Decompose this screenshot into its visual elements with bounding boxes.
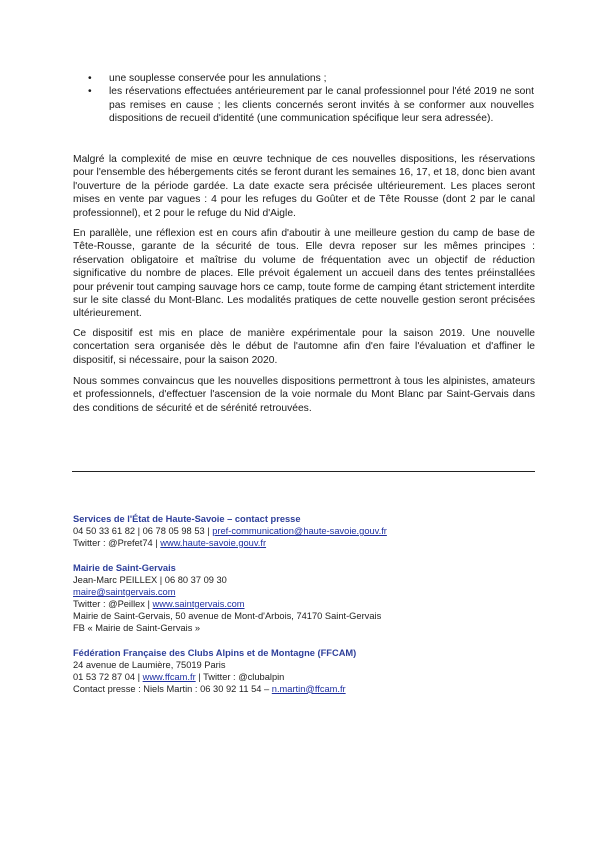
- bullet-text: une souplesse conservée pour les annulations ;: [109, 73, 327, 84]
- contact-address: 24 avenue de Laumière, 75019 Paris: [73, 659, 226, 670]
- contact-person: Jean-Marc PEILLEX | 06 80 37 09 30: [73, 574, 227, 585]
- contact-block-mairie: [73, 563, 473, 634]
- contact-org-title: Mairie de Saint-Gervais: [73, 563, 176, 573]
- email-link[interactable]: maire@saintgervais.com: [73, 586, 176, 597]
- contact-phone: 01 53 72 87 04 |: [73, 671, 143, 682]
- paragraph-reservations: Malgré la complexité de mise en œuvre technique de ces nouvelles dispositions, les réservations pour l'ensemble des hébergements cités se feront durant les semaines 16, 17, et 18, donc bien avant l'ouverture de la période gardée. La date exacte sera précisée ultérieurement. Les places seront mises en vente par vagues : 4 pour les refuges du Goûter et de Tête Rousse (dont 2 par le canal professionnel), et 2 pour le refuge du Nid d'Aigle.: [73, 154, 535, 219]
- email-link[interactable]: n.martin@ffcam.fr: [271, 683, 346, 694]
- contact-address: Mairie de Saint-Gervais, 50 avenue de Mont-d'Arbois, 74170 Saint-Gervais: [73, 610, 382, 621]
- contact-org-title: Services de l'État de Haute-Savoie – contact presse: [73, 514, 301, 524]
- paragraph-conclusion: Nous sommes convaincus que les nouvelles dispositions permettront à tous les alpinistes, amateurs et professionnels, d'effectuer l'ascension de la voie normale du Mont Blanc par Saint-Gervais dans des conditions de sécurité et de sérénité retrouvées.: [73, 376, 535, 414]
- website-link[interactable]: www.haute-savoie.gouv.fr: [160, 537, 267, 548]
- email-link[interactable]: pref-communication@haute-savoie.gouv.fr: [212, 525, 387, 536]
- bullet-item: [88, 85, 534, 125]
- contact-block-ffcam: [73, 648, 473, 696]
- divider-line: [72, 471, 535, 472]
- website-link[interactable]: www.ffcam.fr: [142, 671, 196, 682]
- contact-line: [73, 684, 473, 696]
- website-link[interactable]: www.saintgervais.com: [152, 598, 245, 609]
- paragraph-tete-rousse: En parallèle, une réflexion est en cours afin d'aboutir à une meilleure gestion du camp de base de Tête-Rousse, garante de la sécurité de tous. Elle devra reposer sur les mêmes principes : réservation obligatoire et maîtrise du volume de fréquentation avec un objectif de réduction significative du nombre de places. Elle prévoit également un accueil dans des tentes préinstallées pour prévenir tout camping sauvage hors ce camp, toute forme de camping étant strictement interdite sur le site classé du Mont-Blanc. Les modalités pratiques de cette nouvelle gestion seront précisées ultérieurement.: [73, 228, 535, 320]
- contact-line: [73, 587, 473, 599]
- contact-twitter: Twitter : @Peillex |: [73, 598, 153, 609]
- bullet-symbol: •: [88, 86, 92, 98]
- contact-line: [73, 599, 473, 611]
- bullet-symbol: •: [88, 73, 92, 84]
- contact-org-title: Fédération Française des Clubs Alpins et de Montagne (FFCAM): [73, 648, 357, 658]
- bullet-text: les réservations effectuées antérieurement par le canal professionnel pour l'été 2019 ne sont pas remises en cause ; les clients concernés seront invités à se conformer aux nouvelles dispositions de recueil d'identité (une communication spécifique leur sera adressée).: [109, 86, 534, 125]
- contact-press: Contact presse : Niels Martin : 06 30 92 11 54 –: [73, 683, 272, 694]
- contact-facebook: FB « Mairie de Saint-Gervais »: [73, 622, 201, 633]
- contact-line: [73, 672, 473, 684]
- bullet-list: [88, 72, 534, 126]
- bullet-item: [88, 72, 534, 85]
- contact-twitter: | Twitter : @clubalpin: [195, 671, 285, 682]
- paragraph-experimental: Ce dispositif est mis en place de manière expérimentale pour la saison 2019. Une nouvelle concertation sera organisée dès le début de l'automne afin d'en faire l'évaluation et d'affiner le dispositif, si nécessaire, pour la saison 2020.: [73, 328, 535, 366]
- contact-line: [73, 526, 473, 538]
- contact-block-prefecture: [73, 514, 473, 550]
- contact-line: [73, 538, 473, 550]
- contact-phones: 04 50 33 61 82 | 06 78 05 98 53 |: [73, 525, 213, 536]
- contact-twitter: Twitter : @Prefet74 |: [73, 537, 161, 548]
